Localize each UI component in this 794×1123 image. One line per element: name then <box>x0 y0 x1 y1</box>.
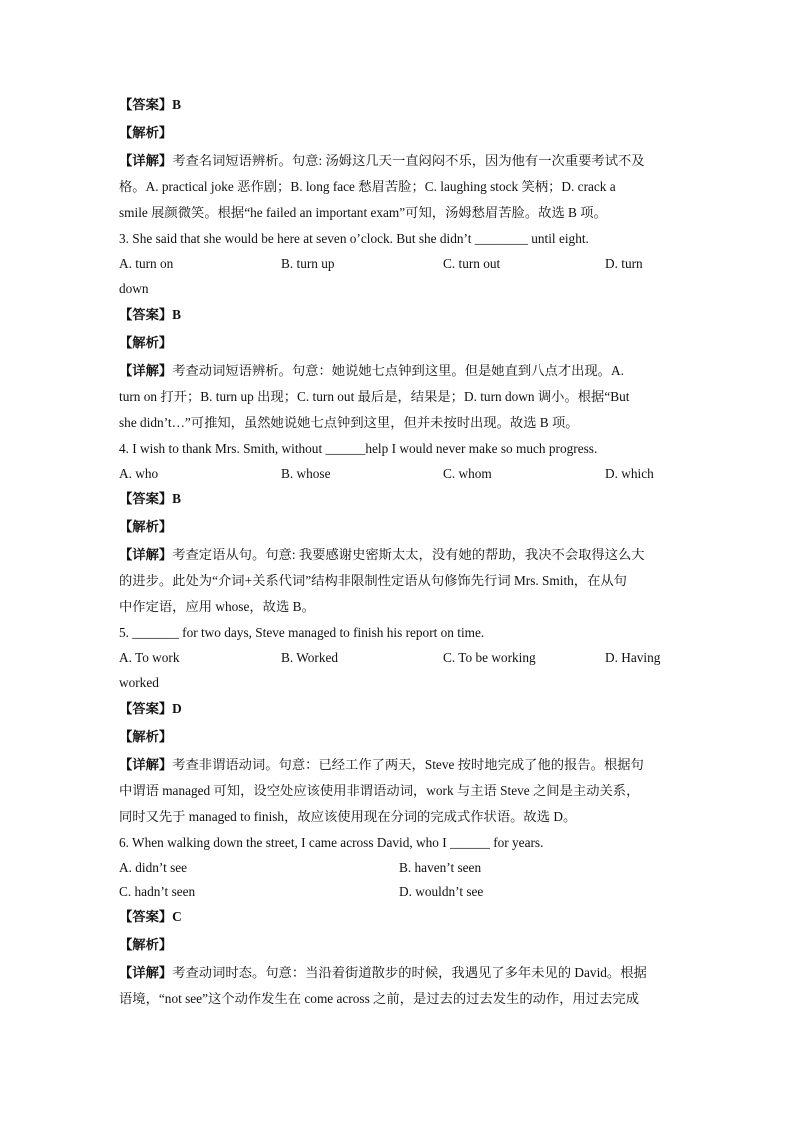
detail-label: 【详解】 <box>119 363 173 378</box>
detail-label: 【详解】 <box>119 153 173 168</box>
detail-line: 考查动词时态。句意：当沿着街道散步的时候，我遇见了多年未见的 David。根据 <box>172 965 647 980</box>
detail-paragraph <box>119 960 679 1012</box>
option-a[interactable]: A. didn’t see <box>119 860 188 875</box>
detail-paragraph <box>119 358 679 436</box>
option-c[interactable]: C. To be working <box>443 650 536 665</box>
option-a[interactable]: A. To work <box>119 650 180 665</box>
detail-paragraph <box>119 542 679 620</box>
question-6-stem: 6. When walking down the street, I came across David, who I ______ for years. <box>119 835 544 850</box>
question-4-stem: 4. I wish to thank Mrs. Smith, without ______help I would never make so much progress. <box>119 441 598 456</box>
detail-line: she didn’t…”可推知，虽然她说她七点钟到这里，但并未按时出现。故选 B 项。 <box>119 415 579 430</box>
option-c[interactable]: C. whom <box>443 466 492 481</box>
question-5-options <box>119 646 679 670</box>
detail-line: smile 展颜微笑。根据“he failed an important exam”可知，汤姆愁眉苦脸。故选 B 项。 <box>119 205 607 220</box>
detail-line: 格。A. practical joke 恶作剧；B. long face 愁眉苦脸；C. laughing stock 笑柄；D. crack a <box>119 179 616 194</box>
question-3-options <box>119 252 679 276</box>
option-b[interactable]: B. Worked <box>281 650 339 665</box>
option-d[interactable]: D. which <box>605 466 654 481</box>
question-6-options-row1 <box>119 856 679 880</box>
analysis-label: 【解析】 <box>119 519 173 534</box>
detail-line: 中谓语 managed 可知，设空处应该使用非谓语动词，work 与主语 Steve 之间是主动关系， <box>119 783 640 798</box>
detail-line: 考查动词短语辨析。句意：她说她七点钟到这里。但是她直到八点才出现。A. <box>172 363 624 378</box>
worksheet-page <box>119 92 679 1012</box>
question-6-options-row2 <box>119 880 679 904</box>
option-d[interactable]: D. Having <box>605 650 661 665</box>
detail-line: 的进步。此处为“介词+关系代词”结构非限制性定语从句修饰先行词 Mrs. Smith，在从句 <box>119 573 627 588</box>
answer-label: 【答案】B <box>119 97 182 112</box>
question-5-stem: 5. _______ for two days, Steve managed to finish his report on time. <box>119 625 485 640</box>
option-c[interactable]: C. turn out <box>443 256 501 271</box>
option-d-wrap: worked <box>119 675 159 690</box>
detail-line: 语境，“not see”这个动作发生在 come across 之前，是过去的过去发生的动作，用过去完成 <box>119 991 639 1006</box>
answer-label: 【答案】C <box>119 909 182 924</box>
analysis-label: 【解析】 <box>119 335 173 350</box>
option-b[interactable]: B. turn up <box>281 256 335 271</box>
analysis-label: 【解析】 <box>119 937 173 952</box>
detail-line: 同时又先于 managed to finish，故应该使用现在分词的完成式作状语。故选 D。 <box>119 809 577 824</box>
option-d[interactable]: D. wouldn’t see <box>399 884 484 899</box>
detail-line: 考查名词短语辨析。句意: 汤姆这几天一直闷闷不乐，因为他有一次重要考试不及 <box>172 153 645 168</box>
detail-label: 【详解】 <box>119 757 173 772</box>
detail-label: 【详解】 <box>119 965 173 980</box>
detail-line: 考查定语从句。句意: 我要感谢史密斯太太，没有她的帮助，我决不会取得这么大 <box>172 547 645 562</box>
analysis-label: 【解析】 <box>119 729 173 744</box>
detail-paragraph <box>119 148 679 226</box>
analysis-label: 【解析】 <box>119 125 173 140</box>
detail-line: turn on 打开；B. turn up 出现；C. turn out 最后是，结果是；D. turn down 调小。根据“But <box>119 389 630 404</box>
detail-label: 【详解】 <box>119 547 173 562</box>
answer-label: 【答案】B <box>119 491 182 506</box>
option-b[interactable]: B. haven’t seen <box>399 860 482 875</box>
question-4-options <box>119 462 679 486</box>
detail-line: 中作定语，应用 whose，故选 B。 <box>119 599 315 614</box>
option-a[interactable]: A. who <box>119 466 159 481</box>
answer-label: 【答案】D <box>119 701 182 716</box>
question-3-stem: 3. She said that she would be here at seven o’clock. But she didn’t ________ until eight. <box>119 231 589 246</box>
option-a[interactable]: A. turn on <box>119 256 174 271</box>
option-b[interactable]: B. whose <box>281 466 331 481</box>
detail-line: 考查非谓语动词。句意：已经工作了两天，Steve 按时地完成了他的报告。根据句 <box>172 757 644 772</box>
detail-paragraph <box>119 752 679 830</box>
answer-label: 【答案】B <box>119 307 182 322</box>
option-d-wrap: down <box>119 281 149 296</box>
option-d[interactable]: D. turn <box>605 256 643 271</box>
option-c[interactable]: C. hadn’t seen <box>119 884 196 899</box>
